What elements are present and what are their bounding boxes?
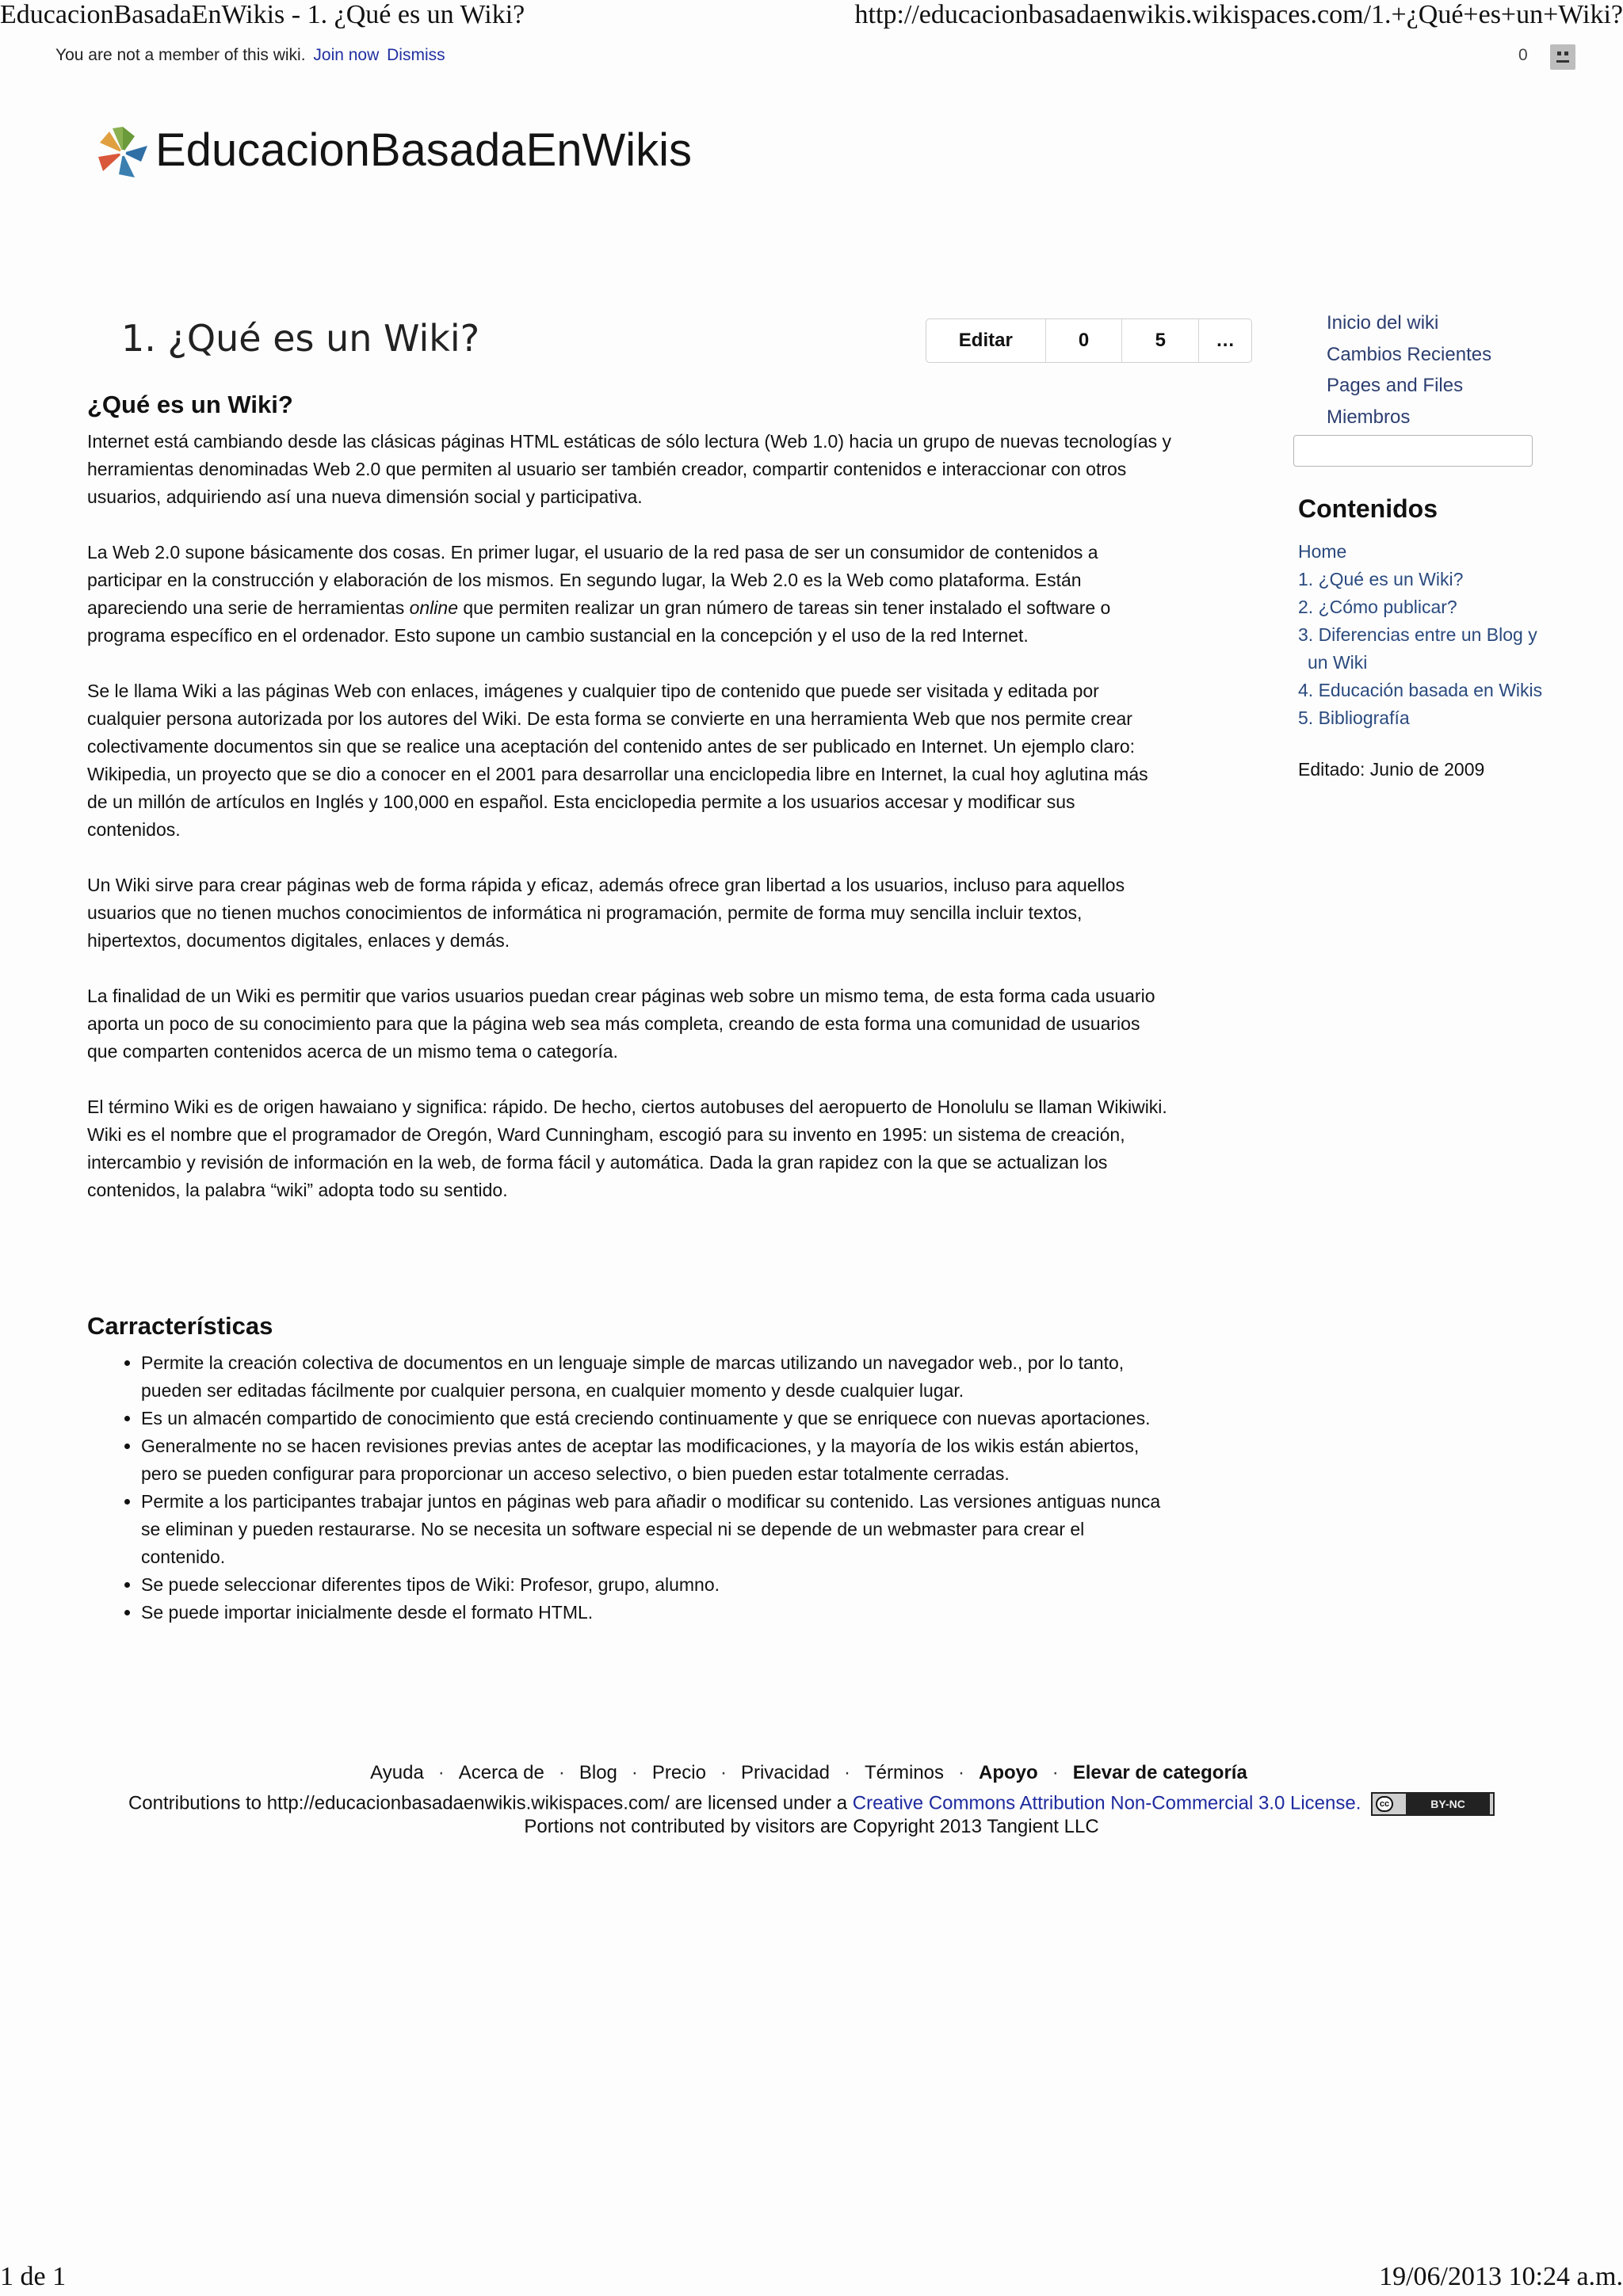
heading-caracteristicas: Carracterísticas: [87, 1312, 273, 1340]
footer-link-ayuda[interactable]: Ayuda: [370, 1762, 424, 1783]
footer-link-privacidad[interactable]: Privacidad: [740, 1762, 830, 1783]
join-now-link[interactable]: Join now: [313, 46, 380, 64]
print-header-title: EducacionBasadaEnWikis - 1. ¿Qué es un Wiki?: [0, 0, 525, 29]
footer-link-upgrade[interactable]: Elevar de categoría: [1072, 1762, 1247, 1783]
toc-link-diferencias[interactable]: 3. Diferencias entre un Blog y un Wiki: [1298, 624, 1537, 673]
list-item: • Permite a los participantes trabajar juntos en páginas web para añadir o modificar su contenido. Las versiones antiguas nunca se eliminan y pueden restaurarse. No se necesita un software especial ni se depende de un webmaster para crear el contenido.: [141, 1488, 1173, 1571]
print-page-number: 1 de 1: [0, 2262, 67, 2291]
page-toolbar: [926, 318, 1252, 363]
more-actions-button[interactable]: …: [1216, 330, 1235, 351]
dismiss-link[interactable]: Dismiss: [387, 46, 445, 64]
toc-link-que-es-wiki[interactable]: 1. ¿Qué es un Wiki?: [1298, 569, 1464, 589]
print-footer: [0, 2262, 1623, 2294]
paragraph-3: Se le llama Wiki a las páginas Web con enlaces, imágenes y cualquier tipo de contenido que puede ser visitada y editada por cualquier persona autorizada por los autores del Wiki. De esta forma se convierte en una herramienta Web que nos permite crear colectivamente documentos sin que se realice una aceptación del contenido antes de ser publicado en Internet. Un ejemplo claro: Wikipedia, un proyecto que se dio a conocer en el 2001 para desarrollar una enciclopedia libre en Internet, la cual hoy aglutina más de un millón de artículos en Inglés y 100,000 en español. Esta enciclopedia permite a los usuarios accesar y modificar sus contenidos.: [87, 681, 1148, 840]
page-content: [87, 390, 1173, 1627]
nav-item-pages-files[interactable]: Pages and Files: [1327, 375, 1464, 396]
license-link[interactable]: Creative Commons Attribution Non-Commercial 3.0 License.: [852, 1792, 1361, 1814]
features-list: [87, 1349, 1173, 1627]
heading-que-es-wiki: ¿Qué es un Wiki?: [87, 391, 293, 418]
site-footer: [0, 1762, 1623, 1838]
list-item: • Generalmente no se hacen revisiones previas antes de aceptar las modificaciones, y la mayoría de los wikis están abiertos, pero se pueden configurar para proporcionar un acceso selectivo, o bien pueden estar totalmente cerradas.: [141, 1432, 1173, 1488]
footer-links: Ayuda · Acerca de · Blog · Precio · Privacidad · Términos · Apoyo · Elevar de categoría: [370, 1762, 1247, 1783]
print-date: 19/06/2013 10:24 a.m.: [1379, 2262, 1623, 2291]
wiki-nav: [1327, 307, 1491, 433]
toc-link-home[interactable]: Home: [1298, 541, 1347, 562]
footer-link-blog[interactable]: Blog: [579, 1762, 617, 1783]
paragraph-4: Un Wiki sirve para crear páginas web de forma rápida y eficaz, además ofrece gran libertad a los usuarios, incluso para aquellos usuarios que no tienen muchos conocimientos de informática ni programación, permite de forma muy sencilla incluir textos, hipertextos, documentos digitales, enlaces y demás.: [87, 875, 1125, 951]
list-item: • Permite la creación colectiva de documentos en un lenguaje simple de marcas utilizando un navegador web., por lo tanto, pueden ser editadas fácilmente por cualquier persona, en cualquier momento y desde cualquier lugar.: [141, 1349, 1173, 1405]
toc-link-educacion[interactable]: 4. Educación basada en Wikis: [1298, 680, 1543, 700]
list-item: • Se puede seleccionar diferentes tipos de Wiki: Profesor, grupo, alumno.: [141, 1571, 1173, 1599]
member-bar: [55, 46, 445, 65]
member-bar-text: You are not a member of this wiki.: [55, 46, 306, 64]
paragraph-2: La Web 2.0 supone básicamente dos cosas. En primer lugar, el usuario de la red pasa de ser un consumidor de contenidos a participar en la construcción y elaboración de los mismos. En segundo lugar, la Web 2.0 es la Web como plataforma. Están apareciendo una serie de herramientas online que permiten realizar un gran número de tareas sin tener instalado el software o programa específico en el ordenador. Esto supone un cambio sustancial en la concepción y el uso de la red Internet.: [87, 542, 1111, 646]
contents-title: Contenidos: [1298, 494, 1438, 523]
message-count[interactable]: 0: [1518, 46, 1528, 64]
toc-link-bibliografia[interactable]: 5. Bibliografía: [1298, 707, 1410, 728]
comments-count-button[interactable]: 0: [1046, 319, 1123, 362]
site-title[interactable]: EducacionBasadaEnWikis: [155, 124, 693, 176]
paragraph-1: Internet está cambiando desde las clásicas páginas HTML estáticas de sólo lectura (Web 1.0) hacia un grupo de nuevas tecnologías y herramientas denominadas Web 2.0 que permiten al usuario ser también creador, compartir contenidos e interaccionar con otros usuarios, adquiriendo así una nueva dimensión social y participativa.: [87, 431, 1172, 507]
nav-item-recent-changes[interactable]: Cambios Recientes: [1327, 343, 1492, 365]
edit-button[interactable]: Editar: [926, 319, 1046, 362]
license-line: [0, 1792, 1623, 1816]
edited-date: Editado: Junio de 2009: [1298, 759, 1485, 780]
user-avatar-icon[interactable]: [1550, 44, 1575, 70]
footer-link-acerca[interactable]: Acerca de: [458, 1762, 544, 1783]
revisions-count-button[interactable]: 5: [1122, 319, 1199, 362]
paragraph-5: La finalidad de un Wiki es permitir que varios usuarios puedan crear páginas web sobre un mismo tema, de esta forma cada usuario aporta un poco de su conocimiento para que la página web sea más completa, creando de esta forma una comunidad de usuarios que comparten contenidos acerca de un mismo tema o categoría.: [87, 986, 1155, 1062]
license-text: Contributions to http://educacionbasadaenwikis.wikispaces.com/ are licensed under a: [128, 1792, 853, 1814]
list-item: • Es un almacén compartido de conocimiento que está creciendo continuamente y que se enriquece con nuevas aportaciones.: [141, 1405, 1173, 1432]
footer-link-apoyo[interactable]: Apoyo: [979, 1762, 1038, 1783]
emphasis-online: online: [409, 597, 458, 618]
footer-link-terminos[interactable]: Términos: [865, 1762, 945, 1783]
footer-link-precio[interactable]: Precio: [651, 1762, 706, 1783]
cc-license-badge-icon[interactable]: cc BY-NC: [1371, 1792, 1495, 1816]
toc-link-como-publicar[interactable]: 2. ¿Cómo publicar?: [1298, 597, 1457, 617]
copyright: Portions not contributed by visitors are Copyright 2013 Tangient LLC: [524, 1816, 1099, 1837]
page-title: 1. ¿Qué es un Wiki?: [121, 317, 480, 360]
contents-sidebar: [1298, 494, 1560, 780]
list-item: • Se puede importar inicialmente desde el formato HTML.: [141, 1599, 1173, 1627]
print-header-url: http://educacionbasadaenwikis.wikispaces.com/1.+¿Qué+es+un+Wiki?: [854, 0, 1623, 29]
search-input[interactable]: [1293, 435, 1533, 467]
print-header: [0, 0, 1623, 35]
wikispaces-logo-icon[interactable]: [95, 125, 151, 181]
paragraph-6: El término Wiki es de origen hawaiano y significa: rápido. De hecho, ciertos autobuses del aeropuerto de Honolulu se llaman Wikiwiki. Wiki es el nombre que el programador de Oregón, Ward Cunningham, escogió para su invento en 1995: un sistema de creación, intercambio y revisión de información en la web, de forma fácil y automática. Dada la gran rapidez con la que se actualizan los contenidos, la palabra “wiki” adopta todo su sentido.: [87, 1097, 1167, 1200]
nav-item-wiki-home[interactable]: Inicio del wiki: [1327, 312, 1439, 334]
nav-item-members[interactable]: Miembros: [1327, 406, 1411, 428]
